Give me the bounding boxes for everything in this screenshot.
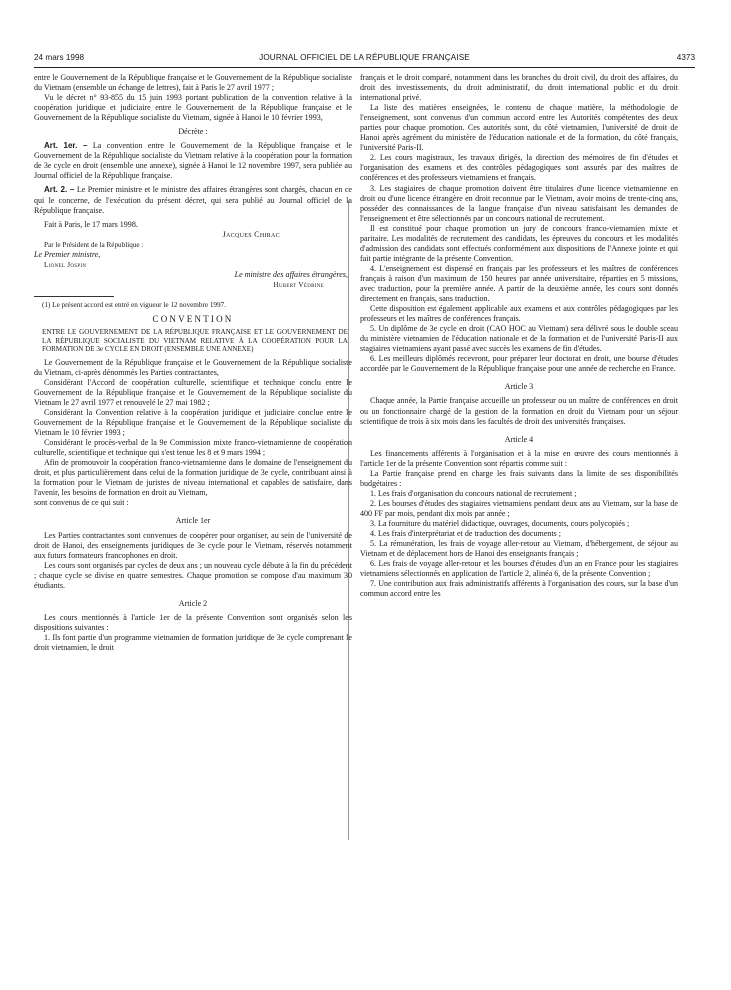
premier-ministre-title: Le Premier ministre, [34,249,101,259]
article-4-paragraph: La Partie française prend en charge les frais suivants dans la limite de ses disponibilités budgétaires : [360,468,678,488]
ministre-signature: Hubert Védrine [273,280,324,289]
decree-article-1 [34,141,352,181]
preamble-paragraph: Afin de promouvoir la coopération franco-vietnamienne dans le domaine de l'enseignement du droit, et plus particulièrement dans celui de la formation juridique de 3e cycle, contribuant ainsi à la formation pour le Vietnam de juristes de niveau international et capables de satisfaire, dans l'avenir, les besoins de formation en droit au Vietnam, [34,458,352,498]
article-label: Art. 2. – [44,185,75,195]
article-4-item: 4. Les frais d'interprétariat et de traduction des documents ; [370,529,561,539]
preamble-paragraph: Considérant l'Accord de coopération culturelle, scientifique et technique conclu entre le Gouvernement de la République française et le Gouvernement de la République socialiste du Vietnam le 27 avril 1977 et renouvelé le 27 mai 1982 ; [34,377,352,407]
article-text: La convention entre le Gouvernement de la République française et le Gouvernement de la République socialiste du Vietnam relative à la coopération pour la formation de 3e cycle en droit (ensemble une annexe), signée à Hanoi le 12 novembre 1997, sera publiée au Journal officiel de la République française. [34,141,352,181]
article-2-paragraph: Il est constitué pour chaque promotion un jury de concours franco-vietnamien mixte et paritaire. Les modalités de recrutement des candidats, les épreuves du concours et les modalités d'admission des candidats sont effectués conformément aux dispositions de l'Annexe jointe et qui fait partie intégrante de la présente Convention. [360,223,678,263]
article-2-paragraph: 6. Les meilleurs diplômés recevront, pour préparer leur doctorat en droit, une bourse d'études accordée par le Gouvernement de la République française pour une année de recherche en France. [360,354,678,374]
article-3-heading: Article 3 [504,382,534,392]
par-le-president: Par le Président de la République : [44,240,144,249]
intro-paragraph: entre le Gouvernement de la République française et le Gouvernement de la République socialiste du Vietnam (ensemble un échange de lettres), fait à Paris le 27 avril 1977 ; [34,73,352,93]
footnote-rule [34,296,114,297]
decree-article-2 [34,185,352,215]
president-signature: Jacques Chirac [222,229,280,239]
article-2-paragraph: La liste des matières enseignées, le contenu de chaque matière, la méthodologie de l'enseignement, sont convenus d'un commun accord entre les Autorités compétentes des deux parties pour chaque promotion. Ces autorités sont, du côté vietnamien, l'université de droit de Hanoi après agrément du ministère de l'éducation nationale et de la formation, du côté français, l'université Paris-II. [360,103,678,153]
article-4-heading: Article 4 [504,434,534,444]
article-4-item: 2. Les bourses d'études des stagiaires vietnamiens pendant deux ans au Vietnam, sur la base de 400 FF par mois, pendant dix mois par année ; [360,498,678,518]
article-text: Le Premier ministre et le ministre des affaires étrangères sont chargés, chacun en ce qui le concerne, de l'exécution du présent décret, qui sera publié au Journal officiel de la République française. [34,185,352,215]
footnote: (1) Le présent accord est entré en vigueur le 12 novembre 1997. [42,300,227,309]
decrete-heading: Décrète : [178,127,208,137]
article-4-item: 1. Les frais d'organisation du concours national de recrutement ; [370,488,577,498]
article-1-paragraph: Les Parties contractantes sont convenues de coopérer pour organiser, au sein de l'université de droit de Hanoi, des enseignements juridiques de 3e cycle pour le Vietnam, réservés notamment aux futurs formateurs francophones en droit. [34,530,352,560]
article-4-item: 5. La rémunération, les frais de voyage aller-retour au Vietnam, d'hébergement, de séjour au Vietnam et de déplacement hors de Hanoi des enseignants français ; [360,539,678,559]
preamble-paragraph: Le Gouvernement de la République française et le Gouvernement de la République socialiste du Vietnam, ci-après dénommés les Parties contractantes, [34,357,352,377]
article-1-heading: Article 1er [175,516,211,526]
preamble-paragraph: Considérant le procès-verbal de la 9e Commission mixte franco-vietnamienne de coopération culturelle, scientifique et technique qui s'est tenue les 8 et 9 mars 1994 ; [34,438,352,458]
article-4-item: 3. La fourniture du matériel didactique, ouvrages, documents, cours polycopiés ; [370,518,630,528]
article-2-paragraph: 2. Les cours magistraux, les travaux dirigés, la direction des mémoires de fin d'études et l'organisation des examens et des contrôles pédagogiques sont assurés par des maîtres de conférences et des professeurs vietnamiens et français. [360,153,678,183]
article-4-item: 7. Une contribution aux frais administratifs afférents à l'organisation des cours, sur la base d'un commun accord entre les [360,579,678,599]
article-2-paragraph: 3. Les stagiaires de chaque promotion doivent être titulaires d'une licence vietnamienne en droit ou d'une licence étrangère en droit reconnue par le Vietnam, avoir moins de trente-cinq ans, posséder des connaissances de la langue française d'un niveau satisfaisant les demandes de l'enseignement et être sélectionnés par un concours national de recrutement. [360,183,678,223]
article-2-paragraph: Les cours mentionnés à l'article 1er de la présente Convention sont organisés selon les dispositions suivantes : [34,612,352,632]
convention-subtitle: ENTRE LE GOUVERNEMENT DE LA RÉPUBLIQUE FRANÇAISE ET LE GOUVERNEMENT DE LA RÉPUBLIQUE SOCIALISTE DU VIETNAM RELATIVE À LA COOPÉRATION POUR LA FORMATION DE 3e CYCLE EN DROIT (ENSEMBLE UNE ANNEXE) [42,327,348,354]
article-2-paragraph: 4. L'enseignement est dispensé en français par les professeurs et les maîtres de conférences français à raison d'un maximum de 150 heures par année universitaire, réparties en 5 missions, avec traduction, pour la première année. A partir de la deuxième année, les cours sont donnés directement en français, sans traduction. [360,263,678,304]
article-3-paragraph: Chaque année, la Partie française accueille un professeur ou un maître de conférences en droit ou un fonctionnaire chargé de la gestion de la formation en droit du Vietnam pour un séjour scientifique de trois à six mois dans les facultés de droit des universités françaises. [360,396,678,426]
preamble-paragraph: Considérant la Convention relative à la coopération juridique et judiciaire conclue entre le Gouvernement de la République française et le Gouvernement de la République socialiste du Vietnam le 10 février 1993 ; [34,408,352,438]
article-2-paragraph: 1. Ils font partie d'un programme vietnamien de formation juridique de 3e cycle comprenant le droit vietnamien, le droit [34,632,352,652]
article-4-paragraph: Les financements afférents à l'organisation et à la mise en œuvre des cours mentionnés à l'article 1er de la présente Convention sont répartis comme suit : [360,448,678,468]
header-rule [34,67,695,68]
article-1-paragraph: Les cours sont organisés par cycles de deux ans ; un nouveau cycle débute à la fin du précédent ; chaque cycle se divise en quatre semestres. Chaque promotion se compose d'au maximum 30 étudiants. [34,560,352,590]
ministre-title: Le ministre des affaires étrangères, [234,269,348,279]
publication-date: 24 mars 1998 [34,53,85,62]
convention-title: CONVENTION [152,313,234,324]
page-header [34,53,695,67]
article-2-paragraph: 5. Un diplôme de 3e cycle en droit (CAO HOC au Vietnam) sera délivré sous le double sceau du ministère vietnamien de l'éducation nationale et de la formation et de l'université Paris-II aux stagiaires vietnamiens ayant passé avec succès les examens de fin d'études. [360,324,678,354]
article-4-item: 6. Les frais de voyage aller-retour et les bourses d'études d'un an en France pour les stagiaires vietnamiens sélectionnés en application de l'article 2, alinéa 6, de la présente Convention ; [360,559,678,579]
journal-title: JOURNAL OFFICIEL DE LA RÉPUBLIQUE FRANÇAISE [259,53,470,62]
article-label: Art. 1er. – [44,141,88,151]
article-2-paragraph: Cette disposition est également applicable aux examens et aux contrôles pédagogiques par les professeurs et les maîtres de conférences français. [360,304,678,324]
signature-date: Fait à Paris, le 17 mars 1998. [44,219,138,229]
article-2-continued: français et le droit comparé, notamment dans les branches du droit civil, du droit des affaires, du droit des investissements, du droit administratif, du droit international public et du droit international privé. [360,73,678,103]
intro-paragraph: Vu le décret n° 93-855 du 15 juin 1993 portant publication de la convention relative à la coopération juridique et judiciaire entre le Gouvernement de la République française et le Gouvernement de la République socialiste du Vietnam, signée à Hanoi le 10 février 1993, [34,93,352,123]
article-2-heading: Article 2 [178,598,208,608]
sont-convenus: sont convenus de ce qui suit : [34,498,129,508]
right-column [360,73,678,599]
page-number: 4373 [676,53,695,62]
left-column [34,73,352,653]
premier-ministre-signature: Lionel Jospin [44,260,87,269]
